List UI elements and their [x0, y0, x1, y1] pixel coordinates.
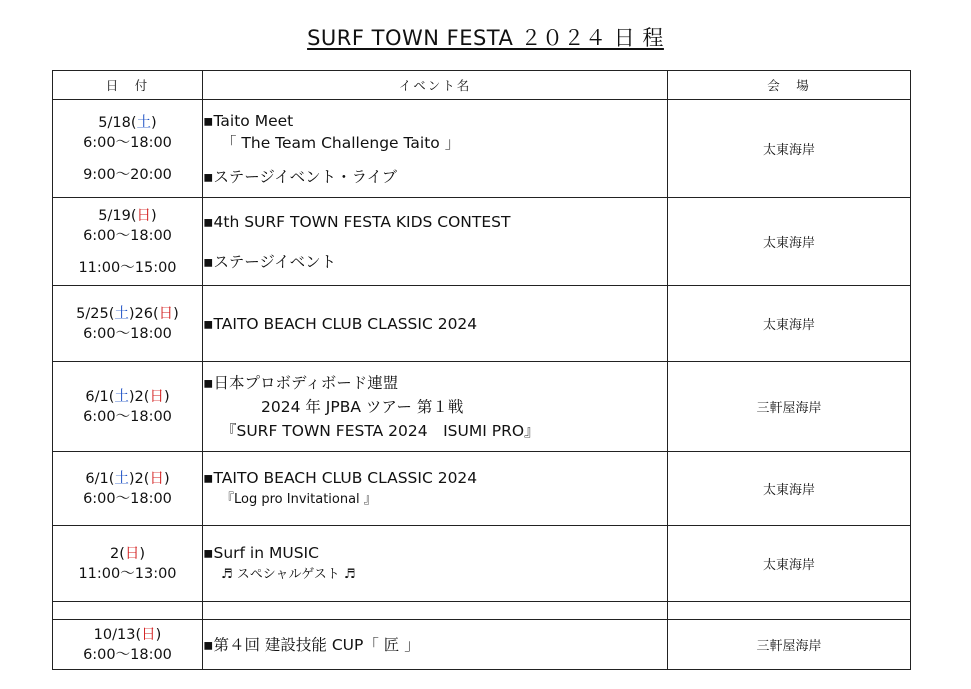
page-title-text: SURF TOWN FESTA ２０２４ 日 程 [307, 26, 664, 50]
time-line: 6:00～18:00 [83, 134, 172, 151]
event-cell [203, 198, 668, 286]
venue-cell: 三軒屋海岸 [668, 620, 911, 670]
event-subtitle: 「 The Team Challenge Taito 」 [221, 133, 461, 152]
event-title: ▪TAITO BEACH CLUB CLASSIC 2024 [203, 314, 478, 333]
venue-cell: 太東海岸 [668, 526, 911, 602]
time-line: 6:00～18:00 [83, 408, 172, 425]
date-line: 10/13(日) [93, 626, 162, 643]
event-title: ▪Surf in MUSIC [203, 543, 319, 562]
table-row [53, 100, 911, 198]
date-line: 6/1(土)2(日) [85, 388, 170, 405]
time-line: 6:00～18:00 [83, 490, 172, 507]
venue-cell: 太東海岸 [668, 286, 911, 362]
empty-row [53, 602, 911, 620]
venue-cell: 三軒屋海岸 [668, 362, 911, 452]
event-cell [203, 452, 668, 526]
date-line: 5/18(土) [98, 114, 157, 131]
empty-cell [668, 602, 911, 620]
event-title: ▪TAITO BEACH CLUB CLASSIC 2024 [203, 468, 478, 487]
header-row [53, 71, 911, 100]
event-cell [203, 526, 668, 602]
venue-cell: 太東海岸 [668, 100, 911, 198]
event-subtitle: 2024 年 JPBA ツアー 第１戦 [261, 397, 464, 416]
event-cell [203, 100, 668, 198]
date-line: 2(日) [109, 545, 146, 562]
date-cell [53, 286, 203, 362]
time-line: 6:00～18:00 [83, 646, 172, 663]
header-event: イベント名 [203, 71, 668, 100]
table-row [53, 198, 911, 286]
event-title: ▪ステージイベント [203, 252, 337, 271]
event-subtitle: 『SURF TOWN FESTA 2024 ISUMI PRO』 [221, 421, 540, 440]
event-cell [203, 620, 668, 670]
music-note-icon: ♬ [221, 566, 233, 582]
event-title: ▪日本プロボディボード連盟 [203, 373, 399, 392]
event-title: ▪Taito Meet [203, 111, 294, 130]
event-cell [203, 286, 668, 362]
empty-cell [203, 602, 668, 620]
schedule-table [52, 70, 911, 670]
time-line: 6:00～18:00 [83, 227, 172, 244]
table-row [53, 362, 911, 452]
date-cell [53, 452, 203, 526]
date-line: 5/25(土)26(日) [76, 305, 179, 322]
table-row [53, 286, 911, 362]
event-subtitle: 『Log pro Invitational 』 [221, 491, 377, 507]
date-cell [53, 198, 203, 286]
empty-cell [53, 602, 203, 620]
venue-cell: 太東海岸 [668, 452, 911, 526]
date-line: 6/1(土)2(日) [85, 470, 170, 487]
event-cell [203, 362, 668, 452]
time-line: 11:00～15:00 [78, 259, 177, 276]
event-title: ▪ステージイベント・ライブ [203, 167, 398, 186]
event-title: ▪4th SURF TOWN FESTA KIDS CONTEST [203, 212, 511, 231]
date-cell [53, 526, 203, 602]
date-line: 5/19(日) [98, 207, 157, 224]
event-subtitle [203, 564, 667, 586]
music-note-icon: ♬ [343, 566, 356, 582]
date-cell [53, 620, 203, 670]
page-title [0, 22, 971, 52]
time-line: 11:00～13:00 [78, 565, 177, 582]
table-row [53, 452, 911, 526]
header-date: 日 付 [53, 71, 203, 100]
venue-cell: 太東海岸 [668, 198, 911, 286]
date-cell [53, 100, 203, 198]
table-row [53, 620, 911, 670]
time-line: 9:00～20:00 [83, 166, 172, 183]
guest-label: スペシャルゲスト [236, 566, 340, 582]
header-venue: 会 場 [668, 71, 911, 100]
event-title: ▪第４回 建設技能 CUP「 匠 」 [203, 635, 420, 654]
date-cell [53, 362, 203, 452]
time-line: 6:00～18:00 [83, 325, 172, 342]
table-row [53, 526, 911, 602]
